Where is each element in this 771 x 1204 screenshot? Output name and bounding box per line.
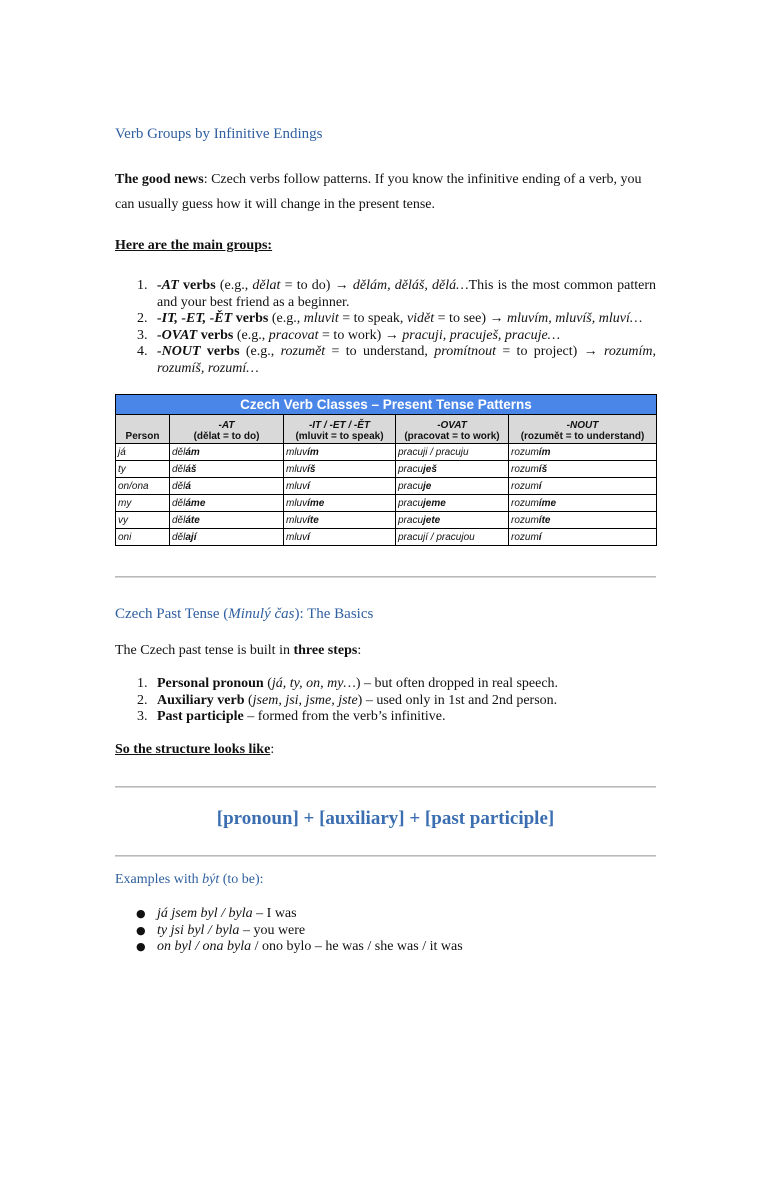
intro-bold: three steps [293, 643, 358, 658]
form-cell: rozumí [509, 478, 657, 495]
column-header: -AT (dělat = to do) [170, 415, 284, 444]
column-header: -OVAT (pracovat = to work) [396, 415, 509, 444]
step-examples: jsem, jsi, jsme, jste [252, 692, 358, 708]
form-cell: rozumíš [509, 461, 657, 478]
groups-label-text: Here are the main groups: [115, 238, 273, 253]
heading-text: Czech Past Tense ( [115, 606, 229, 622]
gloss: = to work) → [318, 327, 403, 343]
paren-open: (e.g., [215, 278, 253, 293]
conjugated-forms: mluvím, mluvíš, mluví… [506, 311, 643, 326]
verb-ending: -IT, -ET, -ĚT [157, 311, 233, 326]
intro-bold: The good news [115, 172, 204, 187]
list-tail: This is the most common pattern and your best friend as a beginner. [157, 278, 656, 310]
structure-label-text: So the structure looks like [115, 742, 271, 757]
form-cell: pracují / pracujou [396, 529, 509, 546]
past-tense-steps [115, 676, 656, 726]
structure-colon: : [270, 742, 275, 757]
infinitive-example-2: promítnout [434, 344, 496, 359]
form-cell: rozumíte [509, 512, 657, 529]
form-cell: pracuješ [396, 461, 509, 478]
bullet-icon: ● [136, 940, 146, 953]
section-heading-verb-groups: Verb Groups by Infinitive Endings [115, 126, 323, 142]
intro-text: : Czech verbs follow patterns. If you know the infinitive ending of a verb, you can usually guess how it will change in the present tense. [115, 172, 642, 212]
column-header: Person [116, 415, 170, 444]
bullet-icon: ● [136, 923, 146, 937]
paren-open: ( [244, 692, 253, 708]
list-item [115, 344, 656, 377]
list-number: 1. [137, 278, 148, 293]
verbs-word: verbs [197, 327, 234, 343]
table-body [116, 444, 657, 546]
verb-ending: -AT [157, 278, 179, 293]
bullet-icon: ● [136, 907, 146, 920]
infinitive-example: rozumět [280, 344, 326, 359]
gloss-2: = to project) → [495, 344, 604, 359]
example-translation: / ono bylo – he was / she was / it was [251, 939, 463, 954]
list-number: 3. [137, 709, 148, 724]
gloss: = to do) → [280, 278, 353, 293]
form-cell: mluvíte [284, 512, 396, 529]
person-cell: vy [116, 512, 170, 529]
person-cell: ty [116, 461, 170, 478]
form-cell: mluví [284, 478, 396, 495]
form-cell: mluvíš [284, 461, 396, 478]
conjugated-forms: dělám, děláš, dělá… [352, 278, 469, 293]
examples-heading-text: Examples with [115, 872, 203, 887]
verb-ending: -OVAT [157, 327, 198, 343]
infinitive-example: dělat [252, 278, 281, 293]
groups-label [115, 233, 656, 258]
form-cell: pracuji / pracuju [396, 444, 509, 461]
example-phrase: on byl / ona byla [157, 939, 252, 954]
form-cell: dělám [170, 444, 284, 461]
form-cell: rozumí [509, 529, 657, 546]
list-item [115, 939, 656, 956]
list-item [115, 311, 656, 328]
form-cell: děláš [170, 461, 284, 478]
intro-colon: : [357, 643, 362, 658]
example-translation: – you were [239, 922, 306, 938]
example-translation: – I was [252, 906, 297, 921]
conjugated-forms: pracuji, pracuješ, pracuje… [402, 327, 561, 343]
list-item [115, 906, 656, 923]
conjugated-forms: rozumím, rozumíš, rozumí… [157, 344, 656, 376]
example-phrase: ty jsi byl / byla [157, 922, 240, 938]
heading-text-end: ): The Basics [294, 606, 374, 622]
example-phrase: já jsem byl / byla [157, 906, 253, 921]
gloss-2: = to see) → [434, 311, 507, 326]
paren-open: (e.g., [233, 327, 269, 343]
structure-label [115, 737, 656, 762]
divider [115, 576, 656, 578]
infinitive-example-2: vidět [406, 311, 435, 326]
verbs-word: verbs [232, 311, 269, 326]
form-cell: pracujete [396, 512, 509, 529]
person-cell: já [116, 444, 170, 461]
person-cell: my [116, 495, 170, 512]
step-title: Auxiliary verb [157, 692, 245, 708]
column-header: -IT / -ET / -ĚT (mluvit = to speak) [284, 415, 396, 444]
step-description: ) – used only in 1st and 2nd person. [357, 692, 558, 708]
list-item [115, 676, 656, 693]
column-header: -NOUT (rozumět = to understand) [509, 415, 657, 444]
gloss: = to speak, [338, 311, 407, 326]
divider [115, 786, 656, 788]
form-cell: dělá [170, 478, 284, 495]
structure-formula: [pronoun] + [auxiliary] + [past participle] [216, 808, 555, 829]
past-tense-intro [115, 638, 656, 663]
form-cell: rozumím [509, 444, 657, 461]
step-description: ) – but often dropped in real speech. [355, 676, 559, 691]
step-title: Past participle [157, 709, 244, 724]
examples-heading-italic: být [202, 872, 220, 887]
form-cell: rozumíme [509, 495, 657, 512]
list-item [115, 709, 656, 726]
table-title: Czech Verb Classes – Present Tense Patterns [116, 395, 657, 415]
paren-open: ( [263, 676, 272, 691]
list-number: 2. [137, 692, 148, 708]
list-number: 3. [137, 327, 148, 343]
paren-open: (e.g., [239, 344, 281, 359]
verbs-word: verbs [178, 278, 216, 293]
verb-groups-list [115, 278, 656, 377]
gloss: = to understand, [325, 344, 435, 359]
table-row [116, 444, 657, 461]
form-cell: pracuje [396, 478, 509, 495]
list-item [115, 923, 656, 940]
infinitive-example: mluvit [303, 311, 339, 326]
list-number: 2. [137, 311, 148, 326]
list-item [115, 693, 656, 710]
step-examples: já, ty, on, my… [271, 676, 356, 691]
list-item [115, 328, 656, 345]
intro-paragraph [115, 167, 656, 217]
list-number: 4. [137, 344, 148, 359]
intro-text: The Czech past tense is built in [115, 643, 294, 658]
verb-classes-table [115, 394, 657, 546]
person-cell: on/ona [116, 478, 170, 495]
list-item [115, 278, 656, 311]
examples-heading [115, 872, 264, 888]
verb-ending: -NOUT [157, 344, 201, 359]
paren-open: (e.g., [268, 311, 304, 326]
form-cell: pracujeme [396, 495, 509, 512]
form-cell: mluvíme [284, 495, 396, 512]
list-number: 1. [137, 676, 148, 691]
heading-italic: Minulý čas [228, 606, 295, 622]
table-row [116, 461, 657, 478]
examples-heading-end: (to be): [219, 872, 264, 887]
form-cell: dělají [170, 529, 284, 546]
form-cell: mluví [284, 529, 396, 546]
form-cell: děláte [170, 512, 284, 529]
step-title: Personal pronoun [157, 676, 264, 691]
section-heading-past-tense [115, 606, 373, 623]
divider [115, 855, 656, 857]
form-cell: mluvím [284, 444, 396, 461]
table-header-row [116, 415, 657, 444]
table-row [116, 495, 657, 512]
infinitive-example: pracovat [268, 327, 319, 343]
table-row [116, 512, 657, 529]
table-row [116, 478, 657, 495]
step-description: – formed from the verb’s infinitive. [243, 709, 446, 724]
table-row [116, 529, 657, 546]
form-cell: děláme [170, 495, 284, 512]
person-cell: oni [116, 529, 170, 546]
examples-list [115, 906, 656, 956]
verbs-word: verbs [200, 344, 240, 359]
